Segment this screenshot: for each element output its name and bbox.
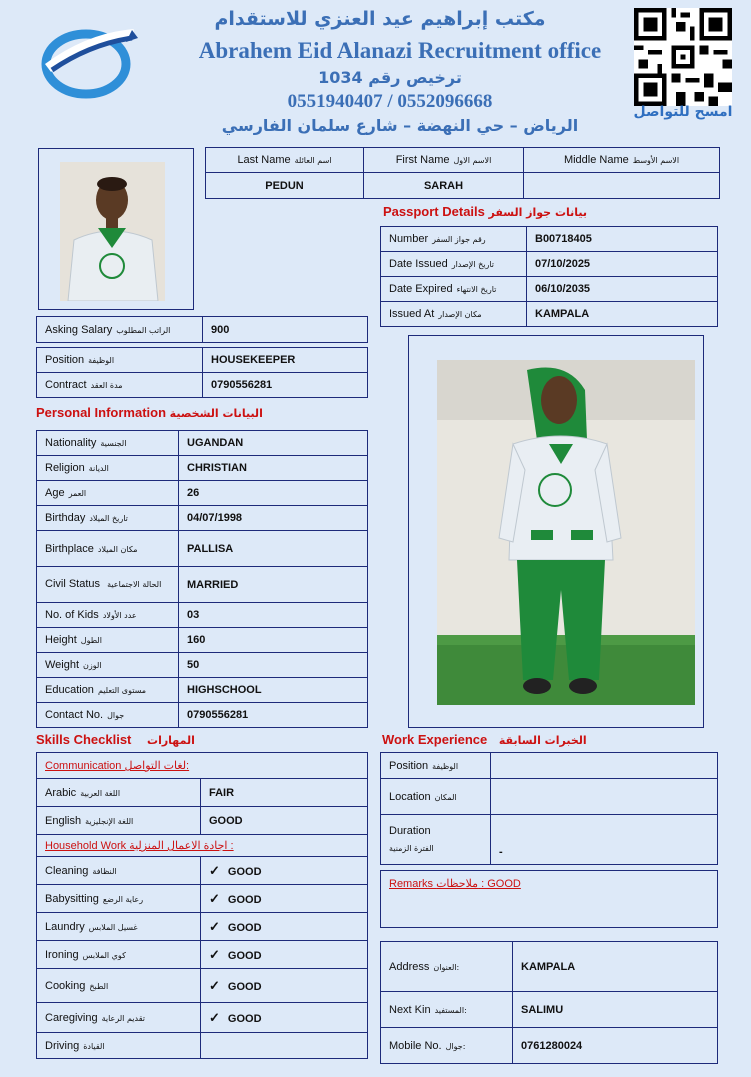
personal-row: Weight الوزن 50 [37,653,368,678]
full-body-photo-frame [408,335,704,728]
position-table [36,347,368,398]
personal-row: Birthplace مكان الميلاد PALLISA [37,531,368,567]
skill-row: Cooking الطبخ ✓ GOOD [37,969,368,1003]
check-icon: ✓ [209,977,220,993]
experience-table [380,752,718,865]
passport-issued-value: 07/10/2025 [527,252,718,277]
salary-label: Asking Salary الراتب المطلوب [37,317,203,343]
skill-row: Cleaning النظافة ✓ GOOD [37,857,368,885]
contact-row: Mobile No. جوال: 0761280024 [381,1028,718,1064]
portrait-photo [60,162,165,301]
communication-header: Communication لغات التواصل: [37,753,368,779]
middle-name-value [524,173,720,199]
passport-section-title: Passport Details بيانات جواز السفر [383,204,588,219]
personal-row: Education مستوى التعليم HIGHSCHOOL [37,678,368,703]
skills-section-title: Skills Checklist المهارات [36,732,195,747]
personal-table [36,430,368,728]
first-name-value: SARAH [364,173,524,199]
license-number: ترخيص رقم 1034 [318,68,462,87]
check-icon: ✓ [209,890,220,906]
contact-row: Address العنوان: KAMPALA [381,942,718,992]
salary-value: 900 [203,317,368,343]
skill-row: Laundry غسيل الملابس ✓ GOOD [37,913,368,941]
passport-row: Issued At مكان الإصدار KAMPALA [381,302,718,327]
full-body-photo [437,360,695,705]
position-value: HOUSEKEEPER [203,348,368,373]
passport-number-value: B00718405 [527,227,718,252]
middle-name-header: Middle Name الاسم الأوسط [524,148,720,173]
personal-row: Age العمر 26 [37,481,368,506]
check-icon: ✓ [209,862,220,878]
experience-row: Position الوظيفة [381,753,718,779]
passport-row: Number رقم جواز السفر B00718405 [381,227,718,252]
skill-row: Caregiving تقديم الرعاية ✓ GOOD [37,1003,368,1033]
last-name-header: Last Name اسم العائلة [206,148,364,173]
first-name-header: First Name الاسم الاول [364,148,524,173]
personal-row: Religion الديانة CHRISTIAN [37,456,368,481]
company-logo [38,18,138,106]
experience-section-title: Work Experience الخبرات السابقة [382,732,587,747]
contract-label: Contract مدة العقد [37,373,203,398]
qr-code[interactable] [634,8,732,106]
skill-row: English اللغة الإنجليزية GOOD [37,807,368,835]
skill-row: Babysitting رعاية الرضع ✓ GOOD [37,885,368,913]
contract-value: 0790556281 [203,373,368,398]
personal-row: Contact No. جوال 0790556281 [37,703,368,728]
personal-row: Height الطول 160 [37,628,368,653]
contact-table [380,941,718,1064]
passport-row: Date Issued تاريخ الإصدار 07/10/2025 [381,252,718,277]
personal-row: Birthday تاريخ الميلاد 04/07/1998 [37,506,368,531]
qr-caption: امسح للتواصل [633,104,733,120]
passport-row: Date Expired تاريخ الانتهاء 06/10/2035 [381,277,718,302]
mobile-value: 0761280024 [513,1028,718,1064]
personal-row: Civil Status الحالة الاجتماعية MARRIED [37,567,368,603]
remarks-text: Remarks ملاحظات : GOOD [389,878,521,890]
household-header: Household Work اجادة الاعمال المنزلية : [37,835,368,857]
personal-row: No. of Kids عدد الأولاد 03 [37,603,368,628]
skill-row: Driving القيادة [37,1033,368,1059]
contact-row: Next Kin المستفيد: SALIMU [381,992,718,1028]
skill-row: Arabic اللغة العربية FAIR [37,779,368,807]
experience-row: Location المكان [381,779,718,815]
passport-table [380,226,718,327]
passport-issued-at-value: KAMPALA [527,302,718,327]
office-address: الرياض – حي النهضة – شارع سلمان الفارسي [221,116,579,135]
position-label: Position الوظيفة [37,348,203,373]
check-icon: ✓ [209,918,220,934]
skills-table [36,752,368,1059]
address-value: KAMPALA [513,942,718,992]
personal-row: Nationality الجنسية UGANDAN [37,431,368,456]
personal-section-title: Personal Information البيانات الشخصية [36,405,263,420]
names-table [205,147,720,199]
remarks-box [380,870,718,928]
passport-expired-value: 06/10/2035 [527,277,718,302]
skill-row: Ironing كوي الملابس ✓ GOOD [37,941,368,969]
experience-row: Duration الفترة الزمنية - [381,815,718,865]
portrait-photo-frame [38,148,194,310]
check-icon: ✓ [209,946,220,962]
company-name-english: Abrahem Eid Alanazi Recruitment office [198,38,602,63]
company-name-arabic: مكتب إبراهيم عيد العنزي للاستقدام [214,8,546,30]
next-kin-value: SALIMU [513,992,718,1028]
office-phones: 0551940407 / 0552096668 [287,91,493,112]
salary-table [36,316,368,343]
check-icon: ✓ [209,1009,220,1025]
last-name-value: PEDUN [206,173,364,199]
